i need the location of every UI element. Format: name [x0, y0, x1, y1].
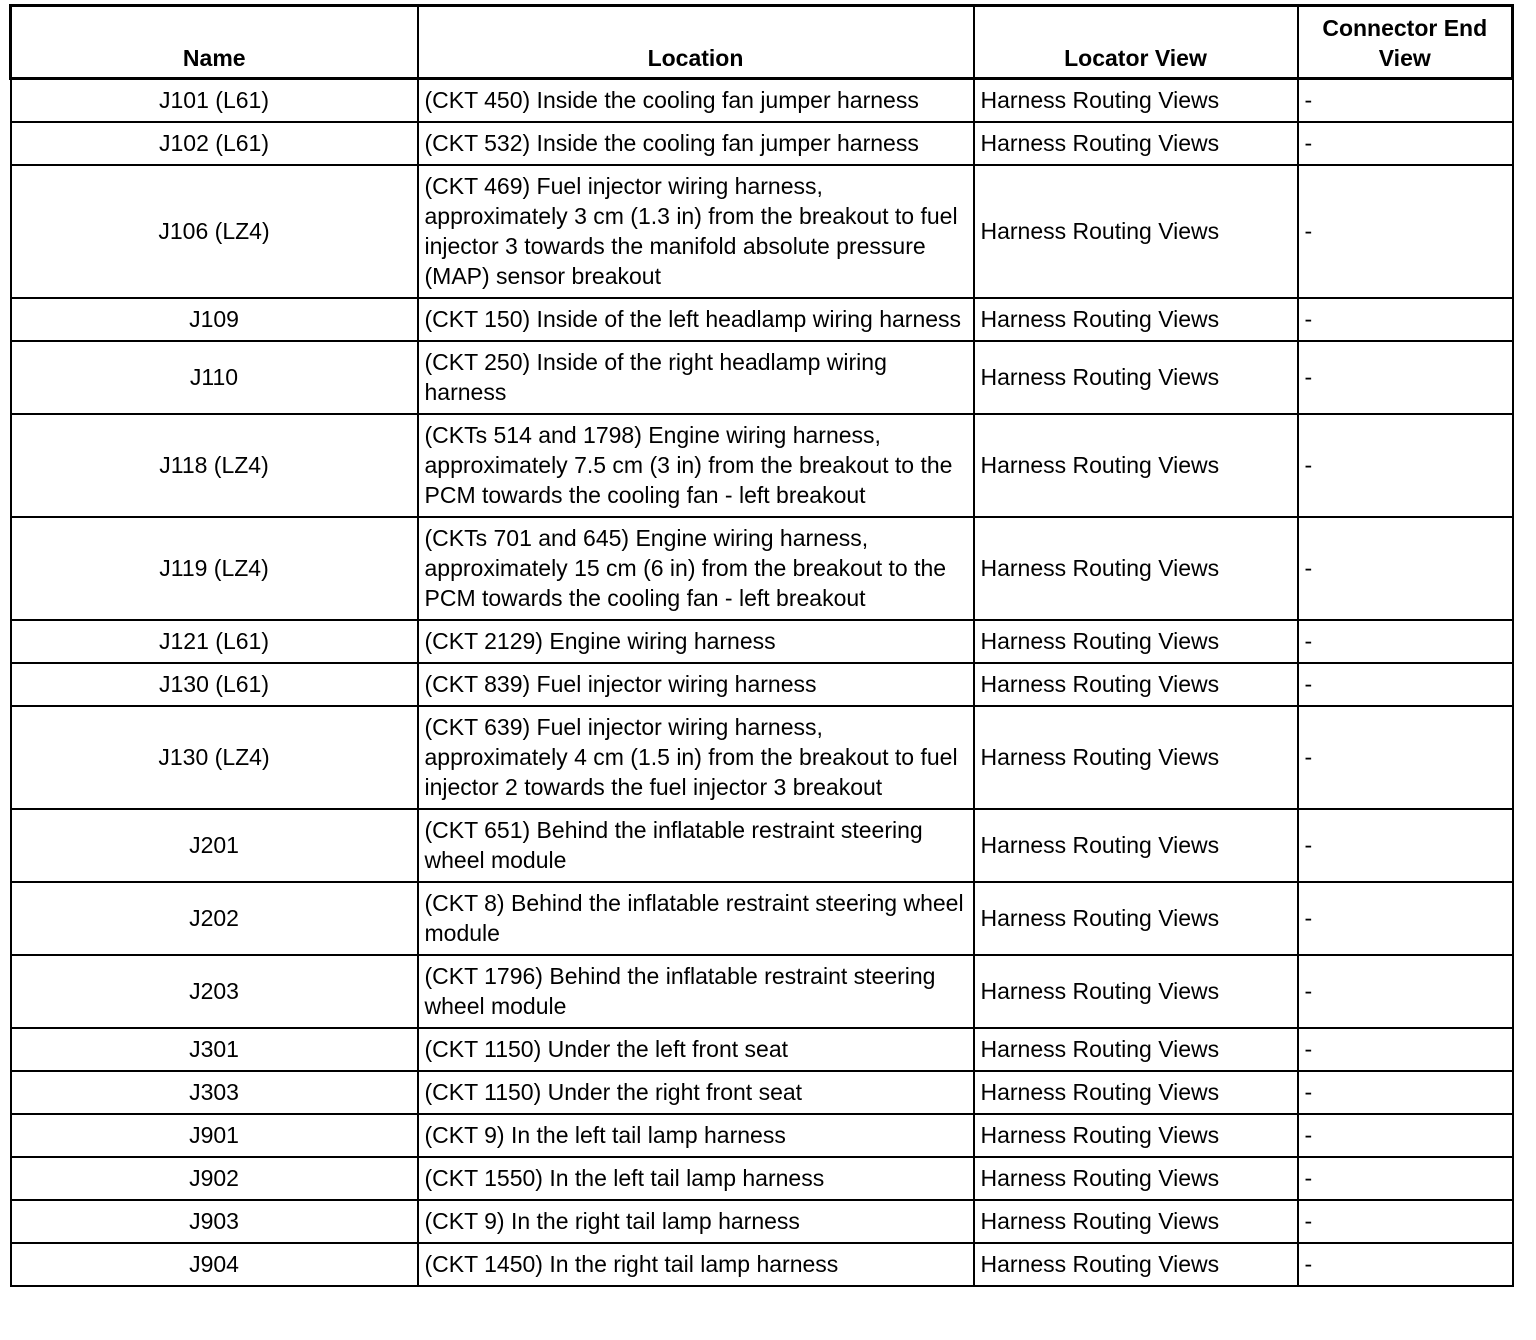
column-header-locator-view: Locator View	[974, 6, 1298, 79]
cell-name: J904	[11, 1243, 418, 1286]
cell-name: J902	[11, 1157, 418, 1200]
cell-connector-end-view: -	[1298, 1071, 1513, 1114]
table-row	[11, 298, 1513, 341]
cell-connector-end-view: -	[1298, 620, 1513, 663]
cell-location: (CKT 2129) Engine wiring harness	[418, 620, 974, 663]
cell-connector-end-view: -	[1298, 1200, 1513, 1243]
cell-connector-end-view: -	[1298, 1157, 1513, 1200]
cell-name: J201	[11, 809, 418, 882]
cell-name: J901	[11, 1114, 418, 1157]
column-header-name: Name	[11, 6, 418, 79]
cell-connector-end-view: -	[1298, 79, 1513, 123]
cell-location: (CKT 9) In the left tail lamp harness	[418, 1114, 974, 1157]
table-row	[11, 955, 1513, 1028]
cell-location: (CKTs 514 and 1798) Engine wiring harness, approximately 7.5 cm (3 in) from the breakout to the PCM towards the cooling fan - left breakout	[418, 414, 974, 517]
cell-name: J121 (L61)	[11, 620, 418, 663]
table-header-row	[11, 6, 1513, 79]
cell-locator-view: Harness Routing Views	[974, 1028, 1298, 1071]
cell-connector-end-view: -	[1298, 298, 1513, 341]
table-row	[11, 663, 1513, 706]
cell-locator-view: Harness Routing Views	[974, 298, 1298, 341]
cell-name: J119 (LZ4)	[11, 517, 418, 620]
table-row	[11, 414, 1513, 517]
table-row	[11, 165, 1513, 298]
cell-location: (CKT 150) Inside of the left headlamp wiring harness	[418, 298, 974, 341]
cell-locator-view: Harness Routing Views	[974, 1071, 1298, 1114]
cell-location: (CKT 250) Inside of the right headlamp wiring harness	[418, 341, 974, 414]
cell-connector-end-view: -	[1298, 165, 1513, 298]
cell-locator-view: Harness Routing Views	[974, 620, 1298, 663]
table-body	[11, 79, 1513, 1287]
splice-location-table-container	[9, 4, 1511, 1287]
cell-location: (CKT 469) Fuel injector wiring harness, approximately 3 cm (1.3 in) from the breakout to fuel injector 3 towards the manifold absolute pressure (MAP) sensor breakout	[418, 165, 974, 298]
cell-location: (CKT 639) Fuel injector wiring harness, approximately 4 cm (1.5 in) from the breakout to fuel injector 2 towards the fuel injector 3 breakout	[418, 706, 974, 809]
cell-name: J303	[11, 1071, 418, 1114]
cell-connector-end-view: -	[1298, 122, 1513, 165]
cell-connector-end-view: -	[1298, 706, 1513, 809]
cell-connector-end-view: -	[1298, 1028, 1513, 1071]
cell-locator-view: Harness Routing Views	[974, 122, 1298, 165]
table-row	[11, 1114, 1513, 1157]
cell-locator-view: Harness Routing Views	[974, 341, 1298, 414]
cell-connector-end-view: -	[1298, 663, 1513, 706]
table-row	[11, 122, 1513, 165]
cell-locator-view: Harness Routing Views	[974, 882, 1298, 955]
table-row	[11, 1243, 1513, 1286]
cell-location: (CKT 839) Fuel injector wiring harness	[418, 663, 974, 706]
table-row	[11, 882, 1513, 955]
splice-location-table	[9, 4, 1514, 1287]
cell-locator-view: Harness Routing Views	[974, 1243, 1298, 1286]
cell-locator-view: Harness Routing Views	[974, 706, 1298, 809]
table-row	[11, 341, 1513, 414]
cell-locator-view: Harness Routing Views	[974, 165, 1298, 298]
table-row	[11, 706, 1513, 809]
table-row	[11, 620, 1513, 663]
cell-connector-end-view: -	[1298, 341, 1513, 414]
table-row	[11, 1157, 1513, 1200]
table-row	[11, 809, 1513, 882]
cell-name: J202	[11, 882, 418, 955]
cell-locator-view: Harness Routing Views	[974, 663, 1298, 706]
cell-connector-end-view: -	[1298, 1114, 1513, 1157]
cell-name: J110	[11, 341, 418, 414]
cell-location: (CKT 1450) In the right tail lamp harness	[418, 1243, 974, 1286]
cell-locator-view: Harness Routing Views	[974, 955, 1298, 1028]
cell-location: (CKT 1796) Behind the inflatable restraint steering wheel module	[418, 955, 974, 1028]
cell-name: J102 (L61)	[11, 122, 418, 165]
cell-connector-end-view: -	[1298, 955, 1513, 1028]
cell-location: (CKTs 701 and 645) Engine wiring harness, approximately 15 cm (6 in) from the breakout to the PCM towards the cooling fan - left breakout	[418, 517, 974, 620]
cell-location: (CKT 1550) In the left tail lamp harness	[418, 1157, 974, 1200]
table-row	[11, 1200, 1513, 1243]
cell-locator-view: Harness Routing Views	[974, 517, 1298, 620]
cell-connector-end-view: -	[1298, 414, 1513, 517]
cell-name: J101 (L61)	[11, 79, 418, 123]
cell-location: (CKT 1150) Under the right front seat	[418, 1071, 974, 1114]
cell-name: J118 (LZ4)	[11, 414, 418, 517]
cell-locator-view: Harness Routing Views	[974, 79, 1298, 123]
cell-connector-end-view: -	[1298, 809, 1513, 882]
cell-locator-view: Harness Routing Views	[974, 1114, 1298, 1157]
cell-name: J109	[11, 298, 418, 341]
cell-name: J106 (LZ4)	[11, 165, 418, 298]
table-row	[11, 79, 1513, 123]
cell-locator-view: Harness Routing Views	[974, 1157, 1298, 1200]
cell-name: J301	[11, 1028, 418, 1071]
cell-connector-end-view: -	[1298, 1243, 1513, 1286]
cell-location: (CKT 450) Inside the cooling fan jumper harness	[418, 79, 974, 123]
column-header-connector-end-view: Connector End View	[1298, 6, 1513, 79]
column-header-location: Location	[418, 6, 974, 79]
cell-locator-view: Harness Routing Views	[974, 1200, 1298, 1243]
table-row	[11, 517, 1513, 620]
cell-name: J203	[11, 955, 418, 1028]
cell-location: (CKT 651) Behind the inflatable restraint steering wheel module	[418, 809, 974, 882]
cell-connector-end-view: -	[1298, 882, 1513, 955]
cell-name: J903	[11, 1200, 418, 1243]
cell-location: (CKT 8) Behind the inflatable restraint steering wheel module	[418, 882, 974, 955]
cell-locator-view: Harness Routing Views	[974, 809, 1298, 882]
cell-location: (CKT 532) Inside the cooling fan jumper harness	[418, 122, 974, 165]
cell-name: J130 (L61)	[11, 663, 418, 706]
cell-name: J130 (LZ4)	[11, 706, 418, 809]
cell-location: (CKT 9) In the right tail lamp harness	[418, 1200, 974, 1243]
cell-location: (CKT 1150) Under the left front seat	[418, 1028, 974, 1071]
table-row	[11, 1071, 1513, 1114]
table-row	[11, 1028, 1513, 1071]
cell-locator-view: Harness Routing Views	[974, 414, 1298, 517]
cell-connector-end-view: -	[1298, 517, 1513, 620]
